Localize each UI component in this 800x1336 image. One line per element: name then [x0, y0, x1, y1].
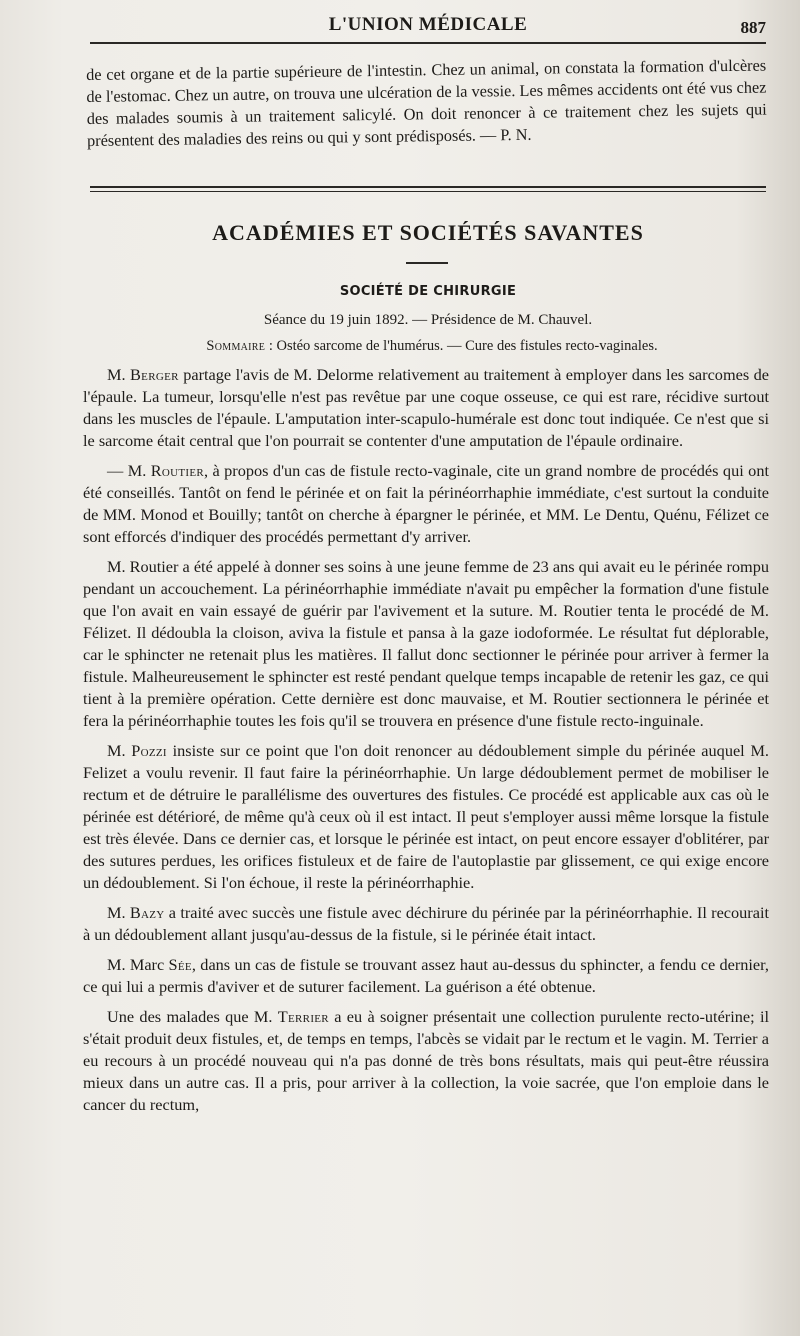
speaker-name: Pozzi [131, 741, 167, 760]
summary-line [100, 338, 764, 355]
page-number: 887 [740, 18, 766, 37]
paragraph-routier: — M. Routier, à propos d'un cas de fistule recto-vaginale, cite un grand nombre de procédés qui ont été conseillés. Tantôt on fend le périnée et on fait la périnéorrhaphie immédiate, c'est surtout la conduite de MM. Monod et Bouilly; tantôt on cherche à épargner le périnée, et MM. Le Dentu, Quénu, Félizet ce sont efforcés d'indiquer des procédés permettant d'y arriver. [83, 461, 769, 546]
speaker-name: Berger [130, 365, 179, 384]
running-head [88, 14, 768, 42]
section-divider-top [90, 186, 766, 188]
header-rule [90, 42, 766, 44]
paragraph-routier-case: M. Routier a été appelé à donner ses soins à une jeune femme de 23 ans qui avait eu le périnée rompu pendant un accouchement. La périnéorrhaphie immédiate n'avait pu empêcher la formation d'une fistule que l'on avait en vain essayé de guérir par l'avivement et la suture. M. Routier tenta le procédé de M. Félizet. Il dédoubla la cloison, aviva la fistule et pansa à la gaze iodoformée. Le résultat fut déplorable, car le sphincter ne retenait plus les matières. Il fallut donc sectionner le périnée pour arriver à fermer la fistule. Malheureusement le sphincter est resté pendant quelque temps incapable de retenir les gaz, ce qui tient à la première opération. Cette dernière est donc mauvaise, et M. Routier sectionnera le périnée et fera la périnéorrhaphie toutes les fois qu'il se trouvera en présence d'une fistule recto-inguinale. [83, 557, 769, 730]
society-heading: SOCIÉTÉ DE CHIRURGIE [339, 284, 517, 299]
summary-label: Sommaire [206, 338, 266, 354]
summary-text: : Ostéo sarcome de l'humérus. — Cure des fistules recto-vaginales. [265, 338, 658, 354]
section-divider-bottom [90, 191, 766, 192]
paragraph-terrier: Une des malades que M. Terrier a eu à soigner présentait une collection purulente recto-utérine; il s'était produit deux fistules, et, de temps en temps, l'abcès se vidait par le rectum et le vagin. M. Terrier a eu recours à un procédé nouveau qui n'a pas donné de très bons résultats, mais qui peut-être réussira mieux dans un autre cas. Il a pris, pour arriver à la collection, la voie sacrée, que l'on emploie dans le cancer du rectum, [83, 1007, 769, 1114]
paragraph-see: M. Marc Sée, dans un cas de fistule se trouvant assez haut au-dessus du sphincter, a fendu ce dernier, ce qui lui a permis d'aviver et de suturer facilement. La guérison a été obtenue. [83, 955, 769, 996]
session-line: Séance du 19 juin 1892. — Présidence de M. Chauvel. [263, 312, 593, 328]
section-title: ACADÉMIES ET SOCIÉTÉS SAVANTES [212, 220, 644, 245]
speaker-name: Terrier [277, 1007, 329, 1026]
journal-title: L'UNION MÉDICALE [328, 14, 528, 35]
article-body [83, 364, 769, 1116]
speaker-name: Routier [150, 461, 204, 480]
speaker-name: Sée [168, 955, 192, 974]
paragraph-berger: M. Berger partage l'avis de M. Delorme relativement au traitement à employer dans les sarcomes de l'épaule. La tumeur, lorsqu'elle n'est pas revêtue par une coque osseuse, ce qui est rare, récidive surtout dans les muscles de l'épaule. L'amputation inter-scapulo-humérale est donc tout indiquée. Ce n'est que si le sarcome était central que l'on pourrait se contenter d'une amputation de l'épaule ordinaire. [83, 365, 769, 450]
paragraph-pozzi: M. Pozzi insiste sur ce point que l'on doit renoncer au dédoublement simple du périnée auquel M. Felizet a voulu revenir. Il faut faire la périnéorrhaphie. Un large dédoublement permet de mobiliser le rectum et de détruire le parallélisme des ouvertures des fistules. Ce procédé est applicable aux cas où le périnée est détérioré, de même qu'à ceux où il est intact. Il peut s'employer aussi même lorsque la fistule est très élevée. Dans ce dernier cas, et lorsque le périnée est intact, on peut encore essayer d'oblitérer, par des sutures perdues, les orifices fistuleux et de faire de l'autoplastie par glissement, ce qui exige encore un dédoublement. Si l'on échoue, il reste la périnéorrhaphie. [83, 741, 769, 892]
intro-paragraph: de cet organe et de la partie supérieure de l'intestin. Chez un animal, on constata la formation d'ulcères de l'estomac. Chez un autre, on trouva une ulcération de la vessie. Les mêmes accidents ont été vus chez des malades soumis à un traitement salicylé. On doit renoncer à ce traitement chez les sujets qui présentent des maladies des reins ou qui y sont prédisposés. — P. N. [86, 55, 767, 150]
paragraph-bazy: M. Bazy a traité avec succès une fistule avec déchirure du périnée par la périnéorrhaphie. Il recourait à un dédoublement allant jusqu'au-dessus de la fistule, si le périnée était intact. [83, 903, 769, 944]
speaker-name: Bazy [129, 903, 165, 922]
title-rule [406, 262, 448, 264]
